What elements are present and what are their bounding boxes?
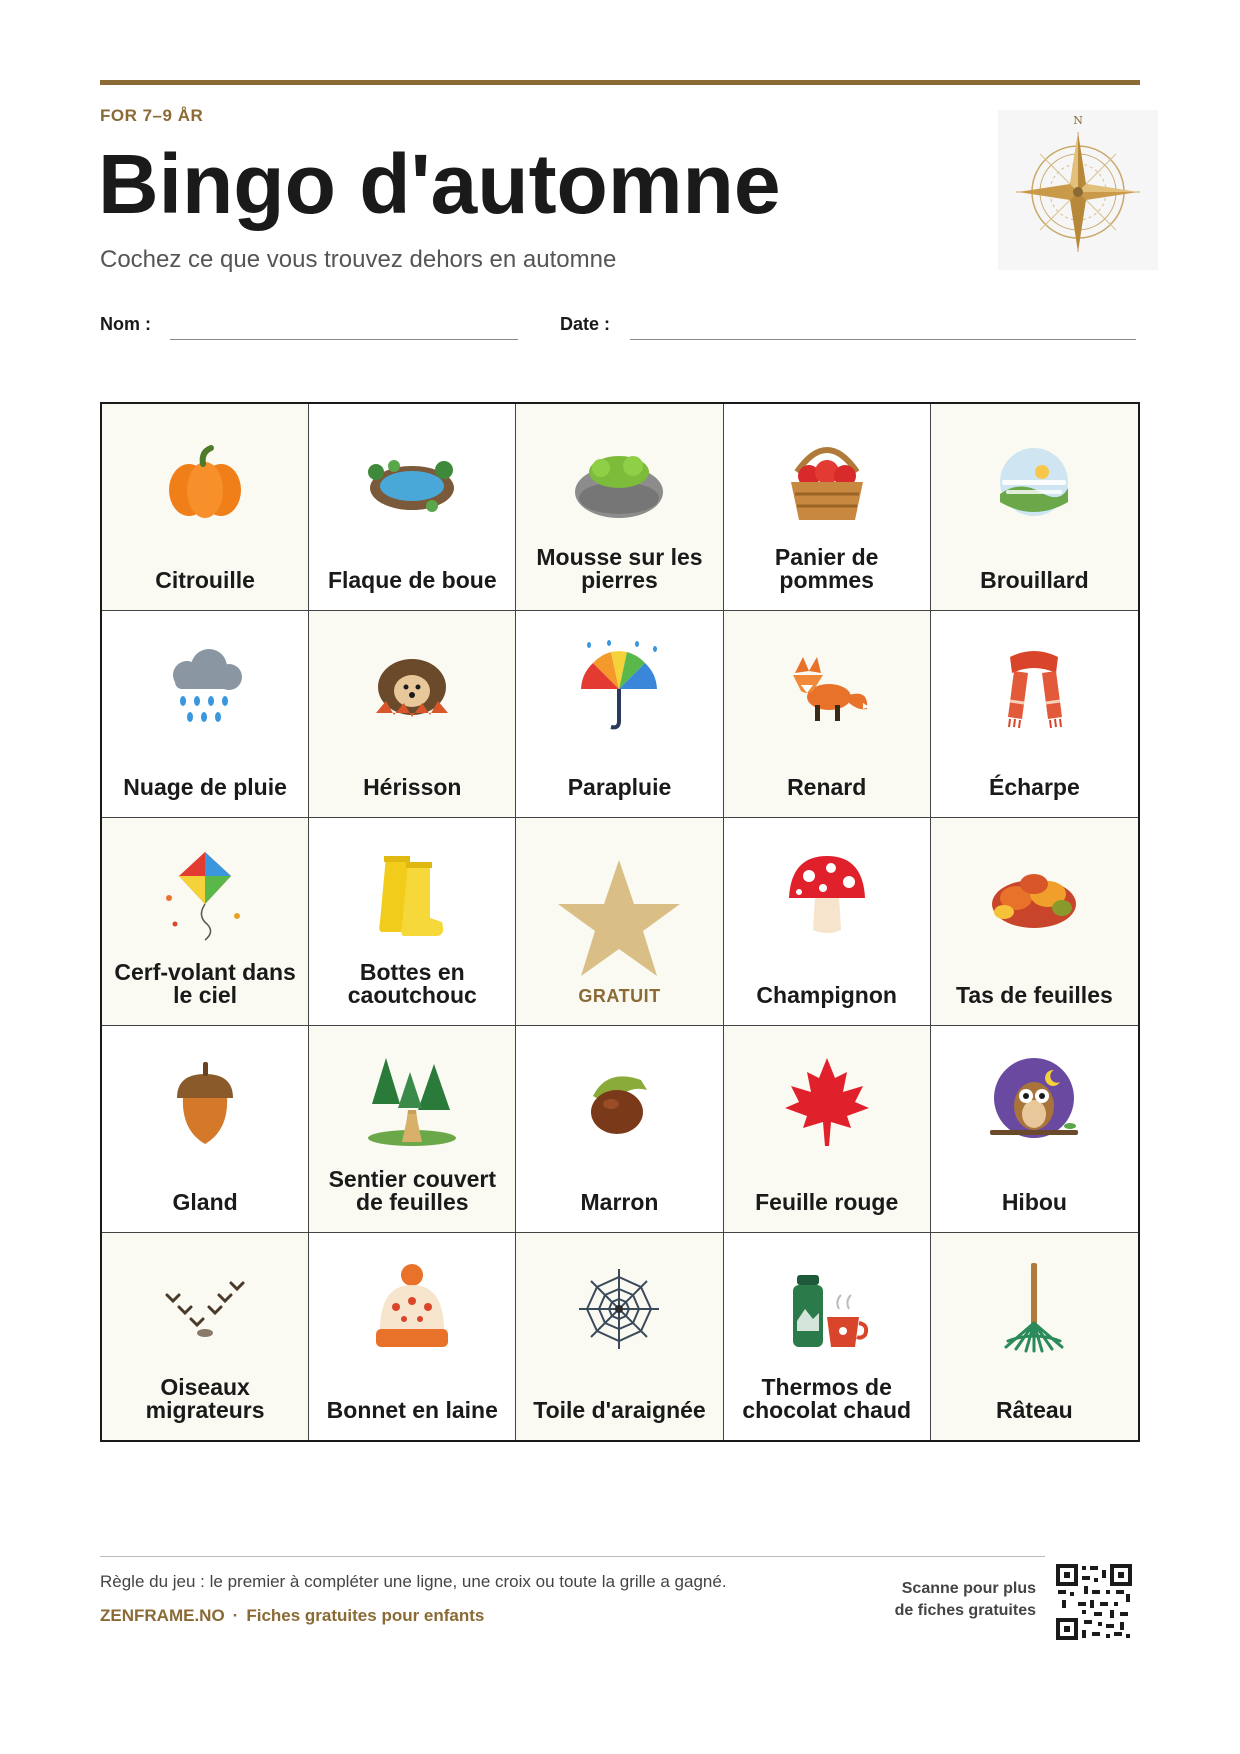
page-subtitle: Cochez ce que vous trouvez dehors en automne — [100, 246, 617, 273]
brand-link[interactable]: ZENFRAME.NO — [100, 1606, 225, 1625]
cell-label: Champignon — [756, 981, 897, 1008]
cell-label: Parapluie — [567, 774, 672, 801]
bingo-cell-renard[interactable] — [724, 611, 931, 818]
cell-label: Hibou — [1001, 1188, 1067, 1215]
scan-text — [870, 1578, 1036, 1622]
bingo-cell-oiseaux[interactable] — [102, 1233, 309, 1440]
cell-label: Bottes en caoutchouc — [347, 958, 477, 1008]
cell-label: Cerf-volant dans le ciel — [114, 958, 296, 1008]
date-field[interactable] — [630, 339, 1136, 340]
cell-label: Oiseaux migrateurs — [145, 1373, 265, 1423]
bingo-cell-feuille-rouge[interactable] — [724, 1026, 931, 1233]
bingo-cell-gland[interactable] — [102, 1026, 309, 1233]
forest-path-icon — [364, 1054, 460, 1150]
bingo-cell-rateau[interactable] — [931, 1233, 1138, 1440]
mushroom-icon — [779, 846, 875, 942]
bingo-cell-bonnet[interactable] — [309, 1233, 516, 1440]
cell-label: Toile d'araignée — [533, 1396, 706, 1423]
cell-label: Sentier couvert de feuilles — [328, 1165, 497, 1215]
bingo-cell-nuage[interactable] — [102, 611, 309, 818]
cell-label: Râteau — [996, 1396, 1073, 1423]
bingo-cell-marron[interactable] — [516, 1026, 723, 1233]
bingo-cell-parapluie[interactable] — [516, 611, 723, 818]
maple-leaf-icon — [779, 1054, 875, 1150]
cell-label: Marron — [580, 1188, 659, 1215]
umbrella-icon — [571, 639, 667, 735]
bingo-cell-panier[interactable] — [724, 404, 931, 611]
bingo-cell-thermos[interactable] — [724, 1233, 931, 1440]
rake-icon — [986, 1261, 1082, 1357]
mud-puddle-icon — [364, 432, 460, 528]
compass-north-letter: N — [1073, 114, 1083, 127]
footer-divider — [100, 1556, 1045, 1557]
cell-label: Flaque de boue — [327, 567, 497, 594]
top-rule — [100, 80, 1140, 85]
bingo-cell-gratuit[interactable] — [516, 818, 723, 1025]
age-label: FOR 7–9 ÅR — [100, 106, 204, 125]
cell-label: Feuille rouge — [755, 1188, 899, 1215]
bingo-cell-bottes[interactable] — [309, 818, 516, 1025]
bingo-cell-tas-feuilles[interactable] — [931, 818, 1138, 1025]
kite-icon — [157, 846, 253, 942]
scarf-icon — [986, 639, 1082, 735]
wool-hat-icon — [364, 1261, 460, 1357]
bingo-cell-flaque[interactable] — [309, 404, 516, 611]
rain-cloud-icon — [157, 639, 253, 735]
brand-separator: · — [232, 1606, 239, 1625]
pumpkin-icon — [157, 432, 253, 528]
fox-icon — [779, 639, 875, 735]
cell-label: Gland — [172, 1188, 238, 1215]
name-field[interactable] — [170, 339, 518, 340]
cell-label: Citrouille — [155, 567, 255, 594]
owl-icon — [986, 1054, 1082, 1150]
cell-label: Panier de pommes — [774, 544, 879, 594]
bingo-cell-brouillard[interactable] — [931, 404, 1138, 611]
mossy-rock-icon — [571, 432, 667, 528]
leaf-pile-icon — [986, 846, 1082, 942]
bingo-cell-herisson[interactable] — [309, 611, 516, 818]
scan-line-2: de fiches gratuites — [894, 1602, 1036, 1619]
bingo-cell-cerf-volant[interactable] — [102, 818, 309, 1025]
bingo-cell-sentier[interactable] — [309, 1026, 516, 1233]
footer-brand — [100, 1606, 484, 1626]
migrating-birds-icon — [157, 1261, 253, 1357]
spider-web-icon — [571, 1261, 667, 1357]
acorn-icon — [157, 1054, 253, 1150]
bingo-cell-echarpe[interactable] — [931, 611, 1138, 818]
date-label: Date : — [560, 314, 611, 334]
free-space-label: GRATUIT — [578, 985, 661, 1006]
bingo-grid — [100, 402, 1140, 1442]
thermos-cocoa-icon — [779, 1261, 875, 1357]
cell-label: Tas de feuilles — [955, 981, 1113, 1008]
cell-label: Hérisson — [363, 774, 462, 801]
cell-label: Mousse sur les pierres — [536, 544, 703, 594]
game-rule-text: Règle du jeu : le premier à compléter une ligne, une croix ou toute la grille a gagné. — [100, 1572, 727, 1591]
bingo-cell-toile[interactable] — [516, 1233, 723, 1440]
star-icon — [554, 856, 684, 980]
hedgehog-icon — [364, 639, 460, 735]
bingo-cell-champignon[interactable] — [724, 818, 931, 1025]
bingo-cell-mousse[interactable] — [516, 404, 723, 611]
chestnut-icon — [571, 1054, 667, 1150]
fog-landscape-icon — [986, 432, 1082, 528]
cell-label: Brouillard — [980, 567, 1089, 594]
compass-icon — [998, 110, 1158, 270]
page-title: Bingo d'automne — [98, 137, 781, 231]
bingo-cell-citrouille[interactable] — [102, 404, 309, 611]
cell-label: Renard — [787, 774, 867, 801]
cell-label: Nuage de pluie — [123, 774, 287, 801]
scan-line-1: Scanne pour plus — [901, 1580, 1036, 1597]
apple-basket-icon — [779, 432, 875, 528]
cell-label: Écharpe — [989, 774, 1080, 801]
cell-label: Bonnet en laine — [326, 1396, 498, 1423]
rain-boots-icon — [364, 846, 460, 942]
qr-code-icon[interactable] — [1054, 1562, 1134, 1642]
bingo-cell-hibou[interactable] — [931, 1026, 1138, 1233]
name-label: Nom : — [100, 314, 151, 334]
brand-tagline: Fiches gratuites pour enfants — [246, 1606, 485, 1625]
cell-label: Thermos de chocolat chaud — [742, 1373, 912, 1423]
